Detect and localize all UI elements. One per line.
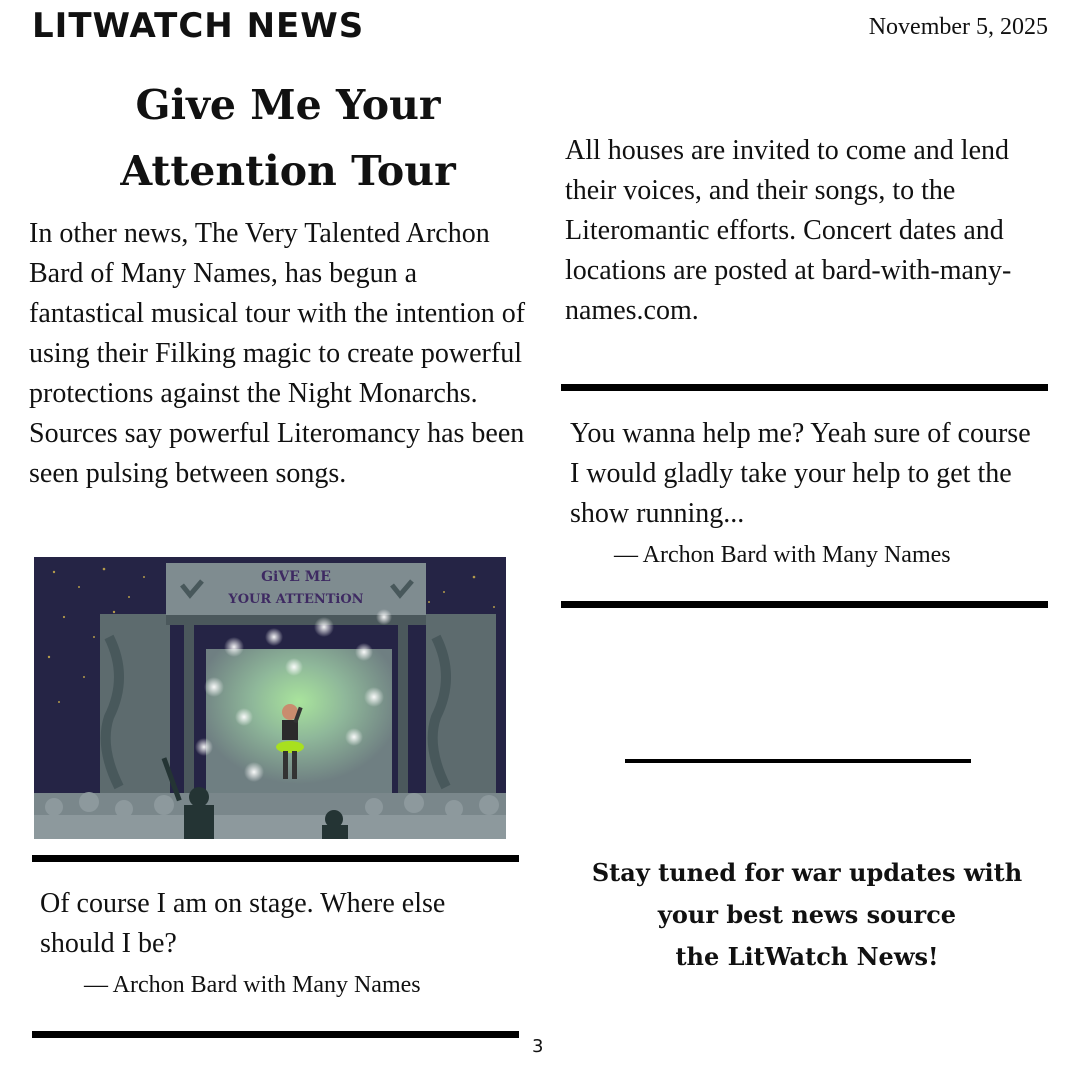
pull-quote-left (40, 884, 510, 999)
issue-date: November 5, 2025 (868, 14, 1048, 40)
quote-attribution: — Archon Bard with Many Names (84, 972, 421, 998)
quote-text: You wanna help me? Yeah sure of course I would gladly take your help to get the show running... (570, 418, 1031, 529)
article-headline (30, 72, 546, 204)
divider-rule (561, 384, 1048, 391)
divider-rule (32, 855, 519, 862)
concert-illustration (34, 557, 506, 839)
closing-line-3: the LitWatch News! (675, 942, 939, 971)
svg-text:YOUR ATTENTiON: YOUR ATTENTiON (228, 592, 364, 607)
closing-line-2: your best news source (657, 900, 957, 929)
closing-message (565, 852, 1049, 978)
short-divider-rule (625, 759, 971, 763)
divider-rule (32, 1031, 519, 1038)
page-number: 3 (532, 1036, 544, 1057)
quote-attribution: — Archon Bard with Many Names (614, 542, 951, 568)
masthead: LITWATCH NEWS (32, 6, 365, 46)
svg-text:GiVE ME: GiVE ME (261, 569, 331, 585)
divider-rule (561, 601, 1048, 608)
pull-quote-right (570, 414, 1045, 569)
article-body-left: In other news, The Very Talented Archon Bard of Many Names, has begun a fantastical musical tour with the intention of using their Filking magic to create powerful protections against the Night Monarchs. Sources say powerful Literomancy has been seen pulsing between songs. (29, 218, 526, 489)
article-body-right: All houses are invited to come and lend their voices, and their songs, to the Literomantic efforts. Concert dates and locations are posted at bard-with-many-names.com. (565, 135, 1012, 326)
closing-line-1: Stay tuned for war updates with (591, 858, 1023, 887)
quote-text: Of course I am on stage. Where else should I be? (40, 888, 446, 959)
headline-line-2: Attention Tour (120, 147, 456, 195)
headline-line-1: Give Me Your (135, 81, 441, 129)
